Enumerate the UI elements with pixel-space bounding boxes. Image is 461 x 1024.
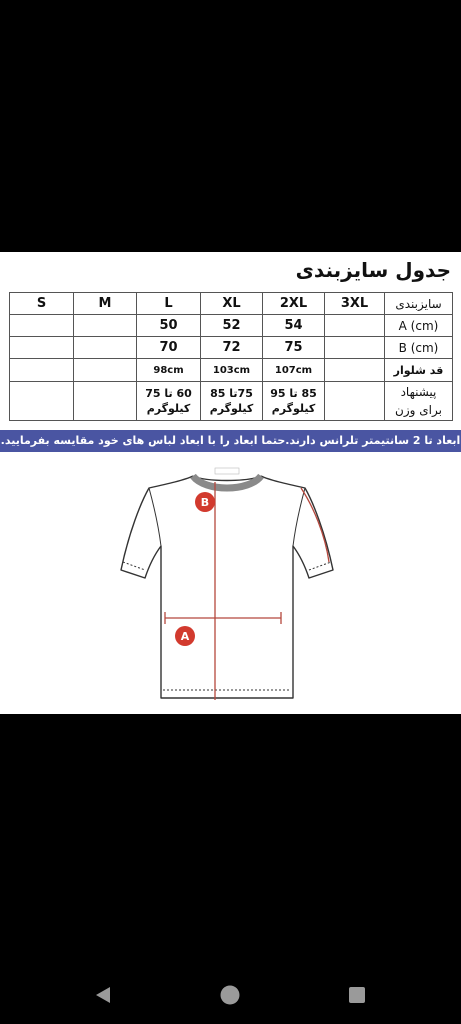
table-cell	[137, 382, 201, 421]
table-cell	[74, 315, 137, 337]
table-cell	[74, 337, 137, 359]
weight-unit: کیلوگرم	[209, 402, 254, 415]
weight-unit: کیلوگرم	[146, 402, 191, 415]
header-cell: 3XL	[325, 293, 385, 315]
header-cell: XL	[201, 293, 263, 315]
marker-a-label: A	[180, 630, 190, 643]
header-label-cell: سایزبندی	[385, 293, 453, 315]
sleeve-measure-line	[301, 488, 329, 562]
right-cuff-stitch	[309, 562, 331, 570]
android-navigation-bar	[0, 960, 461, 1024]
table-row	[10, 315, 453, 337]
table-row	[10, 337, 453, 359]
tshirt-diagram	[115, 462, 340, 710]
weight-range: 60 تا 75	[145, 387, 192, 400]
table-cell	[74, 382, 137, 421]
size-chart-image	[0, 252, 461, 714]
table-cell: 75	[263, 337, 325, 359]
page-title: جدول سایزبندی	[295, 258, 451, 282]
table-cell	[325, 315, 385, 337]
table-header-row	[10, 293, 453, 315]
size-table	[9, 292, 453, 421]
table-cell: 50	[137, 315, 201, 337]
weight-range: 85 تا 95	[270, 387, 317, 400]
header-cell: L	[137, 293, 201, 315]
row-label: قد شلوار	[385, 359, 453, 382]
table-cell	[10, 382, 74, 421]
table-cell	[325, 382, 385, 421]
marker-b-label: B	[200, 496, 210, 509]
table-cell	[201, 382, 263, 421]
recents-square-icon[interactable]	[346, 984, 368, 1006]
header-cell: M	[74, 293, 137, 315]
table-row	[10, 359, 453, 382]
table-cell: 98cm	[137, 359, 201, 382]
tshirt-collar	[193, 476, 261, 488]
header-cell: 2XL	[263, 293, 325, 315]
tshirt-outline	[121, 476, 333, 698]
header-cell: S	[10, 293, 74, 315]
left-sleeve-seam	[149, 488, 161, 546]
left-cuff-stitch	[123, 562, 145, 570]
table-cell	[10, 315, 74, 337]
tolerance-banner: ابعاد تا 2 سانتیمتر تلرانس دارند.حتما ابعاد را با ابعاد لباس های خود مقایسه بفرمایید.	[0, 430, 461, 452]
table-cell: 54	[263, 315, 325, 337]
row-label: A (cm)	[385, 315, 453, 337]
table-cell: 107cm	[263, 359, 325, 382]
table-cell	[263, 382, 325, 421]
table-row	[10, 382, 453, 421]
back-triangle-icon[interactable]	[92, 984, 114, 1006]
row-label: B (cm)	[385, 337, 453, 359]
table-cell: 72	[201, 337, 263, 359]
table-cell	[325, 359, 385, 382]
table-cell: 70	[137, 337, 201, 359]
home-circle-icon[interactable]	[219, 984, 241, 1006]
table-cell	[74, 359, 137, 382]
table-cell: 103cm	[201, 359, 263, 382]
table-cell: 52	[201, 315, 263, 337]
table-cell	[10, 359, 74, 382]
row-label: پیشنهاد برای وزن	[385, 382, 453, 421]
right-sleeve-seam	[293, 488, 305, 546]
table-cell	[325, 337, 385, 359]
neck-label	[215, 468, 239, 474]
weight-unit: کیلوگرم	[271, 402, 316, 415]
table-cell	[10, 337, 74, 359]
weight-range: 75تا 85	[210, 387, 253, 400]
